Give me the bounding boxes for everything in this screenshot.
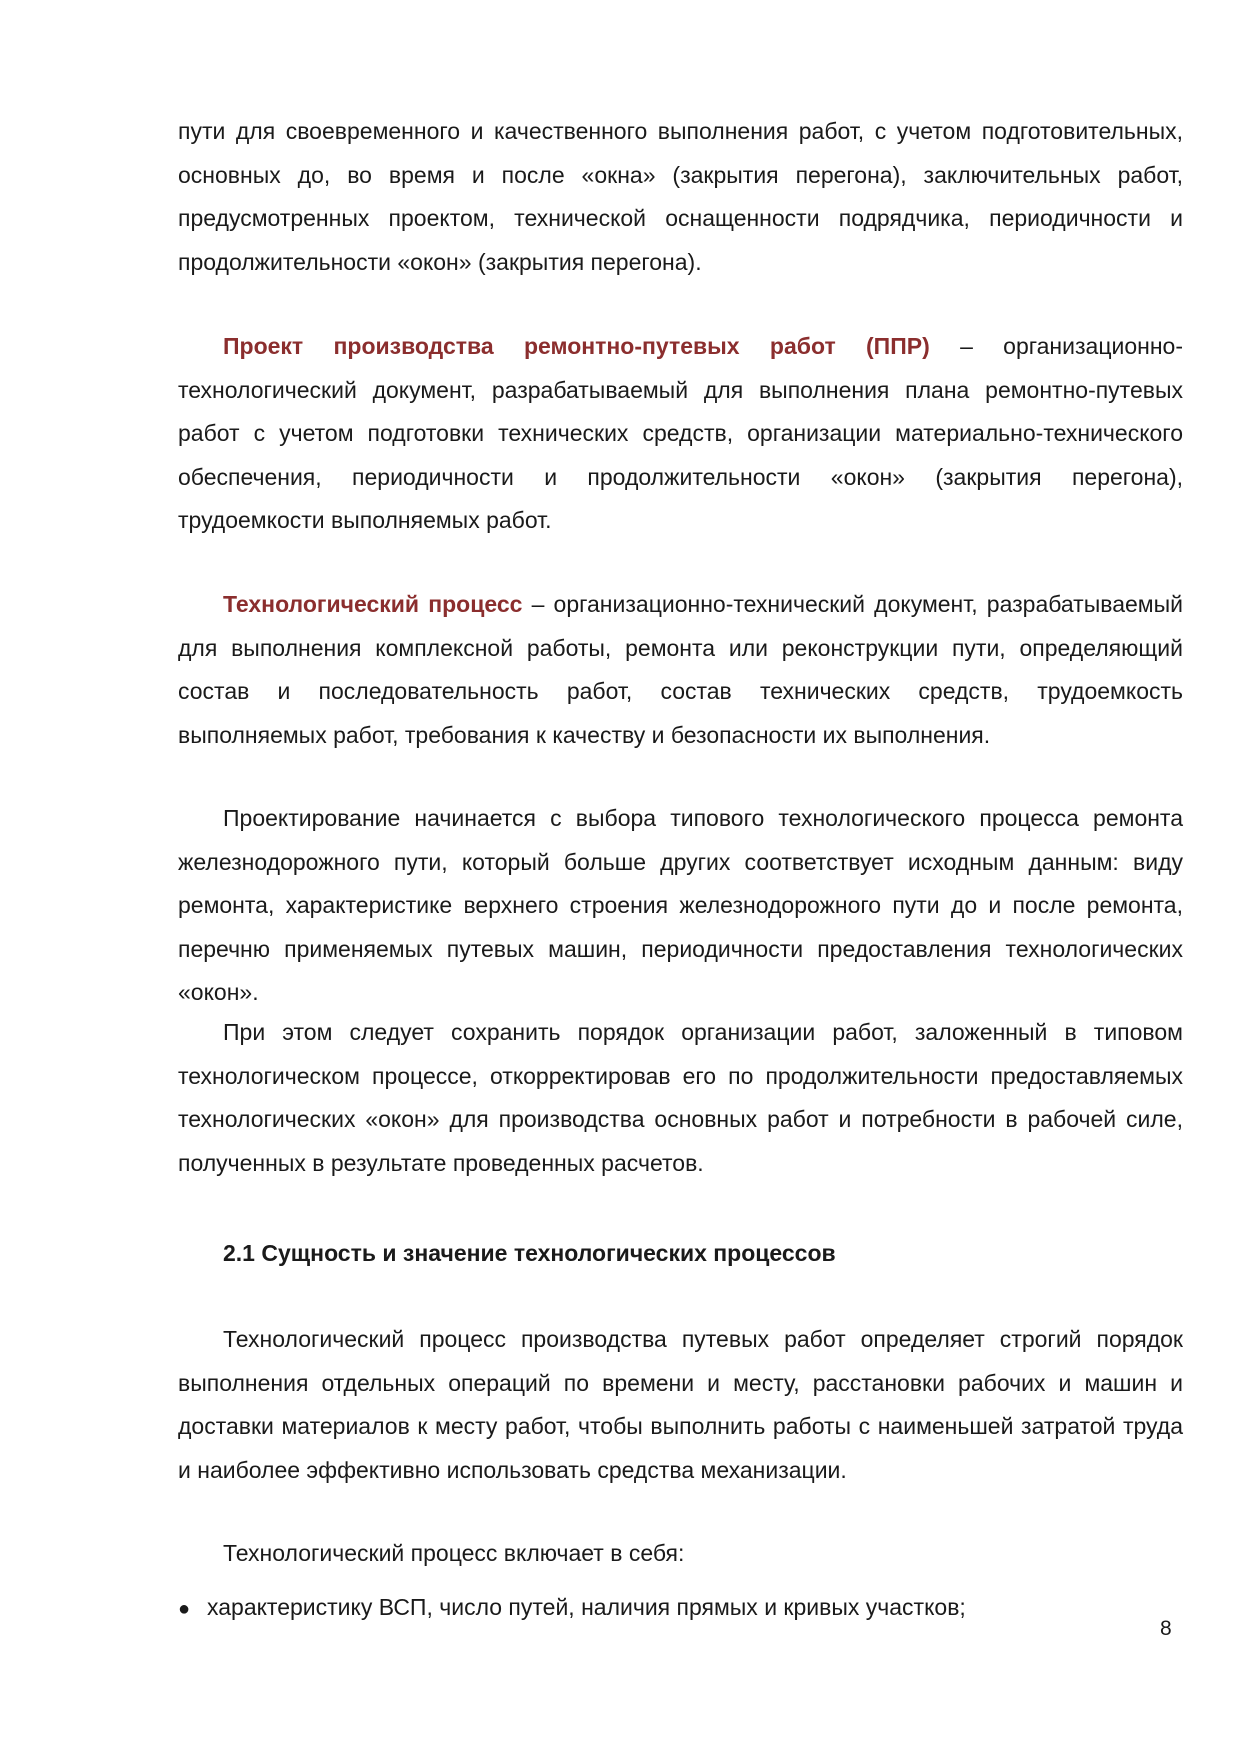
paragraph-ppr-definition (178, 325, 1183, 543)
page-number: 8 (1160, 1617, 1172, 1640)
bullet-icon: ● (178, 1598, 191, 1620)
paragraph-work-order: При этом следует сохранить порядок организации работ, заложенный в типовом технологическом процессе, откорректировав его по продолжительности предоставляемых технологических «окон» для производства основных работ и потребности в рабочей силе, полученных в результате проведенных расчетов. (178, 1019, 1183, 1176)
paragraph-process-includes: Технологический процесс включает в себя: (223, 1540, 685, 1566)
term-ppr: Проект производства ремонтно-путевых работ (ППР) (223, 333, 930, 359)
list-item (178, 1586, 1183, 1632)
list-item-text: характеристику ВСП, число путей, наличия прямых и кривых участков; (207, 1594, 966, 1620)
ppr-definition-text: – организационно-технологический документ, разрабатываемый для выполнения плана ремонтно-путевых работ с учетом подготовки технических средств, организации материально-технического обеспечения, периодичности и продолжительности «окон» (закрытия перегона), трудоемкости выполняемых работ. (178, 333, 1183, 533)
paragraph-tech-process-definition (178, 583, 1183, 757)
tech-process-definition-text: – организационно-технический документ, разрабатываемый для выполнения комплексной работы, ремонта или реконструкции пути, определяющий состав и последовательность работ, состав технических средств, трудоемкость выполняемых работ, требования к качеству и безопасности их выполнения. (178, 591, 1183, 748)
paragraph-process-essence: Технологический процесс производства путевых работ определяет строгий порядок выполнения отдельных операций по времени и месту, расстановки рабочих и машин и доставки материалов к месту работ, чтобы выполнить работы с наименьшей затратой труда и наиболее эффективно использовать средства механизации. (178, 1326, 1183, 1483)
paragraph-intro-continuation: пути для своевременного и качественного выполнения работ, с учетом подготовительных, основных до, во время и после «окна» (закрытия перегона), заключительных работ, предусмотренных проектом, технической оснащенности подрядчика, периодичности и продолжительности «окон» (закрытия перегона). (178, 118, 1183, 275)
paragraph-design-start: Проектирование начинается с выбора типового технологического процесса ремонта железнодорожного пути, который больше других соответствует исходным данным: виду ремонта, характеристике верхнего строения железнодорожного пути до и после ремонта, перечню применяемых путевых машин, периодичности предоставления технологических «окон». (178, 805, 1183, 1005)
section-heading: 2.1 Сущность и значение технологических процессов (223, 1240, 836, 1266)
term-tech-process: Технологический процесс (223, 591, 523, 617)
